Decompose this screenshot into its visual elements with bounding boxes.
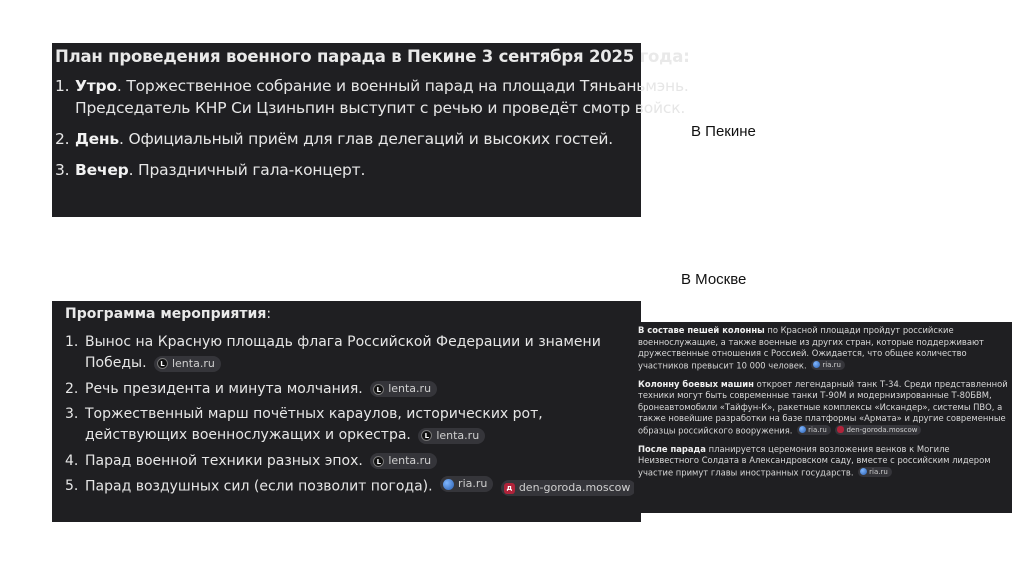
source-chip-ria[interactable] — [811, 360, 845, 370]
chip-label: ria.ru — [808, 425, 827, 434]
chip-label: lenta.ru — [171, 356, 215, 370]
list-item — [65, 451, 641, 472]
item-text — [85, 476, 636, 498]
item-rest: . Праздничный гала-концерт. — [128, 161, 366, 179]
source-chip-lenta[interactable] — [154, 356, 221, 372]
item-body: Торжественный марш почётных караулов, исторических рот, действующих военнослужащих и оркестра. — [85, 406, 543, 443]
title-colon: : — [266, 306, 272, 322]
source-chip-lenta[interactable] — [370, 381, 437, 397]
item-body: Речь президента и минута молчания. — [85, 380, 363, 397]
moscow-program-title — [65, 306, 641, 322]
item-number: 3. — [65, 406, 79, 422]
paragraph-bold: Колонну боевых машин — [638, 378, 754, 389]
source-chip-den-goroda[interactable] — [835, 425, 921, 435]
list-item — [65, 404, 641, 446]
source-chip-lenta[interactable] — [370, 453, 437, 469]
chip-label: den-goroda.moscow — [518, 481, 631, 494]
lenta-logo-icon: L — [373, 456, 384, 467]
details-paragraph — [638, 379, 1008, 437]
item-bold: Утро — [75, 77, 117, 95]
item-number: 5. — [65, 478, 79, 494]
paragraph-text: по Красной площади пройдут российские военнослужащие, а также военные из других стран, которые поддерживают дружественные отношения с Россией. Ожидается, что общее количество участников превысит 10 000 человек. — [638, 325, 984, 370]
moscow-program-panel — [52, 301, 641, 522]
item-number: 1. — [65, 334, 79, 350]
item-number: 1. — [55, 77, 70, 95]
source-chip-lenta[interactable] — [418, 428, 485, 444]
paragraph-text: планируется церемония возложения венков к Могиле Неизвестного Солдата в Александровском саду, вместе с российским лидером участие примут главы иностранных государств. — [638, 443, 991, 477]
ria-globe-icon — [443, 479, 454, 490]
item-text — [85, 379, 437, 400]
chip-label: ria.ru — [869, 467, 888, 476]
source-chip-ria[interactable] — [858, 467, 892, 477]
beijing-plan-list — [55, 75, 689, 181]
item-text — [75, 75, 689, 119]
beijing-plan-panel — [52, 43, 690, 217]
item-line2: Председатель КНР Си Цзиньпин выступит с речью и проведёт смотр войск. — [75, 99, 686, 117]
list-item — [65, 379, 641, 400]
ria-globe-icon — [813, 361, 820, 368]
paragraph-bold: В составе пешей колонны — [638, 325, 765, 335]
title-bold: Программа мероприятия — [65, 306, 267, 322]
source-chip-den-goroda[interactable] — [501, 480, 637, 496]
item-number: 2. — [55, 130, 70, 148]
item-number: 3. — [55, 161, 70, 179]
item-text — [75, 128, 613, 150]
list-item — [55, 159, 641, 181]
chip-label: ria.ru — [822, 360, 841, 369]
moscow-details-panel — [634, 322, 1012, 513]
list-item — [55, 128, 641, 150]
item-number: 4. — [65, 452, 79, 469]
source-chip-ria[interactable] — [440, 476, 493, 492]
label-beijing: В Пекине — [691, 123, 756, 140]
lenta-logo-icon: L — [373, 384, 384, 395]
chip-label: lenta.ru — [388, 382, 432, 395]
item-text — [75, 159, 365, 181]
item-rest: . Официальный приём для глав делегаций и высоких гостей. — [119, 130, 614, 148]
ria-globe-icon — [799, 426, 806, 433]
item-bold: Вечер — [75, 161, 129, 179]
chip-label: den-goroda.moscow — [846, 425, 918, 434]
details-paragraph — [638, 325, 1008, 372]
label-moscow: В Москве — [681, 271, 747, 288]
ria-globe-icon — [860, 468, 867, 475]
moscow-program-list — [65, 332, 641, 498]
beijing-plan-title: План проведения военного парада в Пекине 3 сентября 2025 года: — [55, 47, 690, 66]
source-chip-ria[interactable] — [797, 425, 831, 435]
list-item — [65, 332, 641, 374]
item-bold: День — [75, 130, 120, 148]
paragraph-text: откроет легендарный танк Т-34. Среди представленной техники могут быть современные танки Т-90М и модернизированные Т-80БВМ, бронеавтомобили «Тайфун-К», ракетные комплексы «Искандер», системы ПВО, а также новейшие разработки на базе платформы «Армата» и другие современные образцы российского вооружения. — [638, 378, 1008, 435]
chip-label: lenta.ru — [436, 428, 480, 442]
item-number: 2. — [65, 380, 79, 397]
item-text — [85, 451, 437, 472]
paragraph-bold: После парада — [638, 443, 706, 454]
den-goroda-logo-icon: д — [504, 483, 515, 494]
list-item — [65, 476, 641, 498]
item-body: Парад военной техники разных эпох. — [85, 452, 363, 469]
chip-label: ria.ru — [458, 477, 488, 490]
list-item — [55, 75, 689, 119]
chip-label: lenta.ru — [388, 454, 432, 467]
den-goroda-logo-icon — [837, 426, 844, 433]
lenta-logo-icon: L — [157, 358, 168, 369]
item-rest: . Торжественное собрание и военный парад на площади Тяньаньмэнь. — [116, 77, 689, 95]
item-body: Вынос на Красную площадь флага Российской Федерации и знамени Победы. — [85, 334, 601, 371]
details-paragraph — [638, 444, 1008, 479]
item-text — [85, 404, 640, 446]
lenta-logo-icon: L — [421, 430, 432, 441]
item-body: Парад воздушных сил (если позволит погода). — [85, 478, 433, 495]
item-text — [85, 332, 615, 374]
